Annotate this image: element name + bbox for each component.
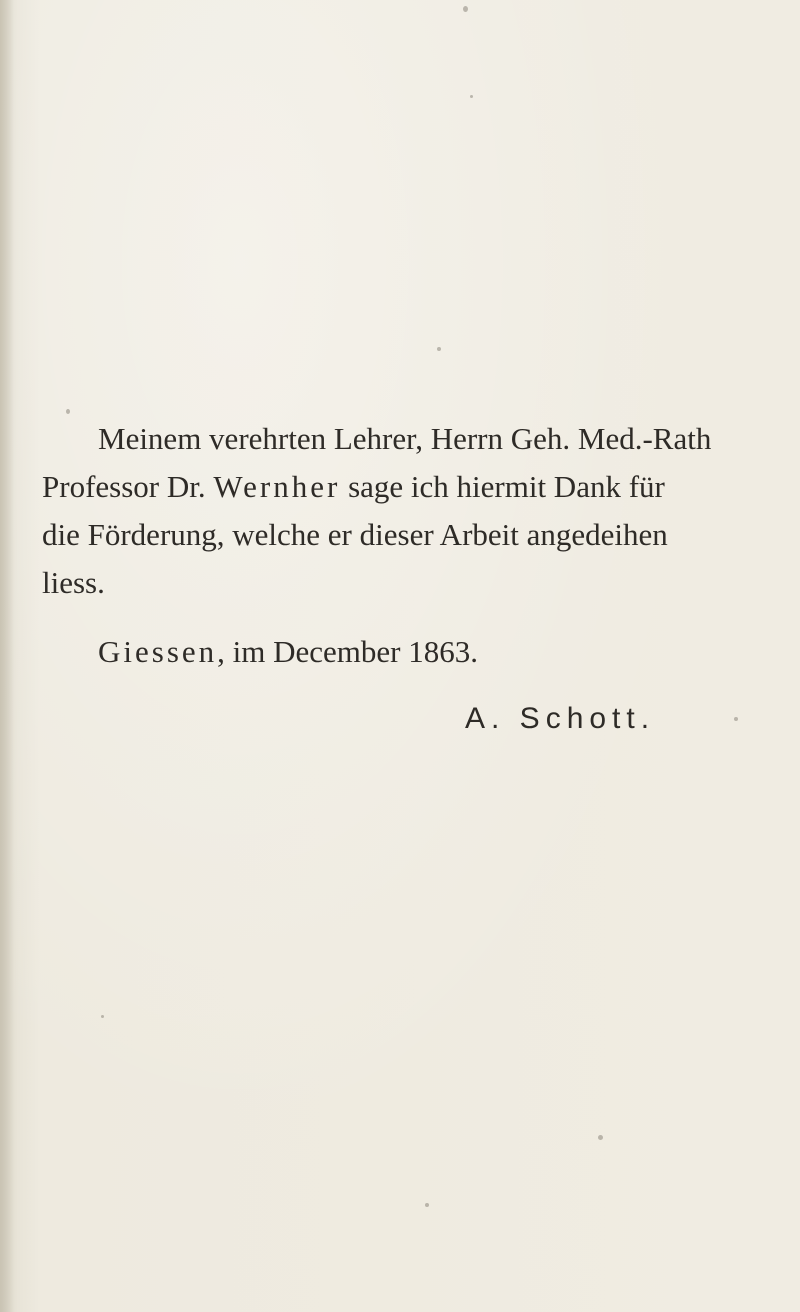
paper-speck xyxy=(66,409,70,414)
place-name: Giessen xyxy=(98,634,218,669)
dedication-line-3: die Förderung, welche er dieser Arbeit angedeihen xyxy=(42,517,668,552)
paper-speck xyxy=(463,6,468,12)
paper-speck xyxy=(101,1015,104,1018)
paper-speck xyxy=(734,717,738,721)
dedication-text xyxy=(42,415,762,607)
author-signature: A. Schott. xyxy=(465,702,656,735)
paper-speck xyxy=(437,347,441,351)
dedication-line-4: liess. xyxy=(42,565,105,600)
date-text: , im December 1863. xyxy=(217,634,478,669)
professor-name: Wernher xyxy=(213,469,341,504)
dedication-line-2-prefix: Professor Dr. xyxy=(42,469,214,504)
dedication-line-2-suffix: sage ich hiermit Dank für xyxy=(340,469,665,504)
binding-edge xyxy=(0,0,14,1312)
dedication-line-2 xyxy=(42,463,762,511)
place-date xyxy=(98,628,478,676)
paper-speck xyxy=(425,1203,429,1207)
dedication-line-1: Meinem verehrten Lehrer, Herrn Geh. Med.-Rath xyxy=(98,421,712,456)
paper-speck xyxy=(598,1135,603,1140)
paper-speck xyxy=(470,95,473,98)
